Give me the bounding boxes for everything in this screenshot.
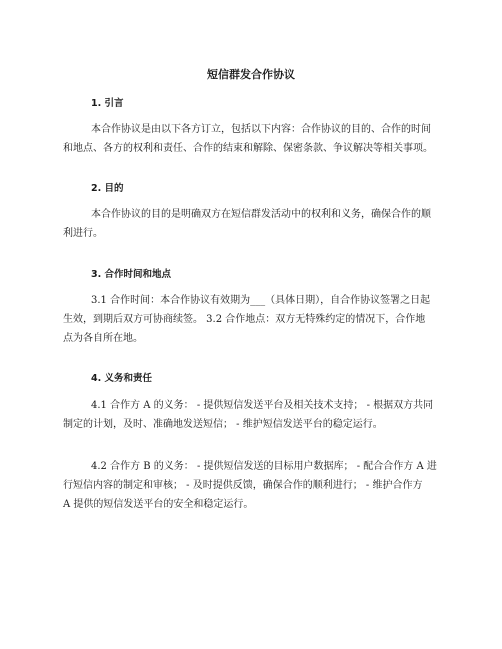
paragraph-line: 生效，到期后双方可协商续签。 3.2 合作地点：双方无特殊约定的情况下，合作地 (63, 314, 426, 325)
paragraph-purpose (63, 205, 436, 243)
paragraph-line: 点为各自所在地。 (63, 333, 143, 344)
paragraph-line: 利进行。 (63, 228, 103, 239)
paragraph-line: 4.2 合作方 B 的义务： - 提供短信发送的目标用户数据库； - 配合合作方 A 进 (91, 461, 437, 472)
section-heading-purpose: 2. 目的 (91, 183, 124, 194)
paragraph-line: 本合作协议是由以下各方订立，包括以下内容：合作协议的目的、合作的时间 (91, 124, 431, 135)
document-title: 短信群发合作协议 (207, 68, 295, 81)
paragraph-line: 3.1 合作时间：本合作协议有效期为___（具体日期），自合作协议签署之日起 (91, 295, 431, 306)
paragraph-duties-a (63, 396, 436, 434)
paragraph-duties-b (63, 457, 437, 514)
paragraph-line: 4.1 合作方 A 的义务： - 提供短信发送平台及相关技术支持； - 根据双方共同 (91, 400, 434, 411)
paragraph-line: 和地点、各方的权利和责任、合作的结束和解除、保密条款、争议解决等相关事项。 (63, 143, 433, 154)
paragraph-line: 行短信内容的制定和审核； - 及时提供反馈，确保合作的顺利进行； - 维护合作方 (63, 480, 423, 491)
section-heading-duties: 4. 义务和责任 (91, 373, 153, 384)
paragraph-line: A 提供的短信发送平台的安全和稳定运行。 (63, 499, 254, 510)
section-heading-intro: 1. 引言 (91, 98, 124, 109)
paragraph-line: 制定的计划，及时、准确地发送短信； - 维护短信发送平台的稳定运行。 (63, 419, 383, 430)
paragraph-intro (63, 120, 436, 158)
paragraph-time-place (63, 291, 436, 348)
section-heading-time-place: 3. 合作时间和地点 (91, 269, 172, 280)
paragraph-line: 本合作协议的目的是明确双方在短信群发活动中的权利和义务，确保合作的顺 (91, 209, 431, 220)
